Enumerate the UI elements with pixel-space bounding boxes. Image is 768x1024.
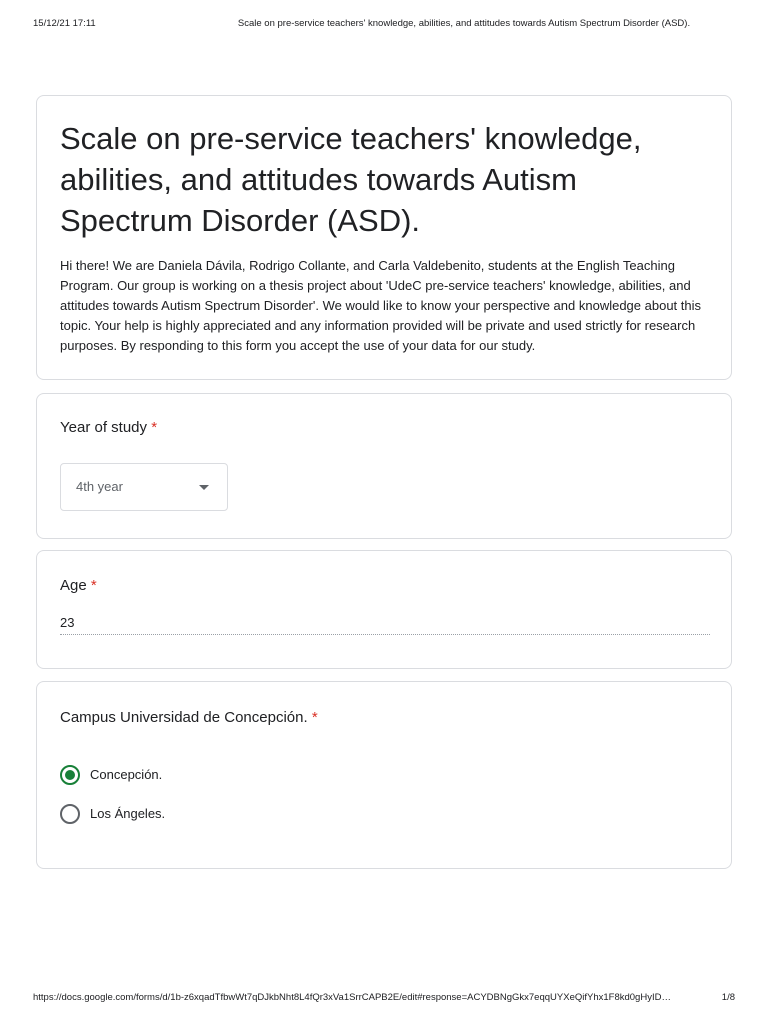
page-number: 1/8 — [721, 992, 735, 1003]
form-title-card — [36, 95, 732, 380]
form-description: Hi there! We are Daniela Dávila, Rodrigo Collante, and Carla Valdebenito, students at the English Teaching Program. Our group is working on a thesis project about 'UdeC pre-service teachers' knowledge, abilities, and attitudes towards Autism Spectrum Disorder'. We would like to know your perspective and knowledge about this topic. Your help is highly appreciated and any information provided will be private and used strictly for research purposes. By responding to this form you accept the use of your data for our study. — [60, 258, 702, 353]
radio-checked-icon[interactable] — [60, 765, 80, 785]
radio-unchecked-icon[interactable] — [60, 804, 80, 824]
question-label-text: Campus Universidad de Concepción. — [60, 709, 308, 726]
print-url: https://docs.google.com/forms/d/1b-z6xqadTfbwWt7qDJkbNht8L4fQr3xVa1SrrCAPB2E/edit#response=ACYDBNgGkx7eqqUYXeQifYhx1F8kd0gHyID… — [33, 992, 671, 1003]
year-of-study-dropdown[interactable] — [60, 463, 228, 511]
required-asterisk: * — [151, 419, 158, 436]
radio-option-label: Concepción. — [90, 767, 163, 782]
print-datetime: 15/12/21 17:11 — [33, 18, 96, 29]
question-label-text: Year of study — [60, 419, 148, 436]
question-age — [36, 550, 732, 669]
caret-down-icon — [199, 485, 209, 490]
radio-option-label: Los Ángeles. — [90, 806, 166, 821]
question-label — [60, 577, 97, 594]
question-campus — [36, 681, 732, 869]
question-year-of-study — [36, 393, 732, 539]
form-title: Scale on pre-service teachers' knowledge, abilities, and attitudes towards Autism Spectrum Disorder (ASD). — [60, 121, 642, 238]
print-footer — [33, 992, 735, 1006]
question-label — [60, 709, 318, 726]
print-document-title: Scale on pre-service teachers' knowledge, abilities, and attitudes towards Autism Spectrum Disorder (ASD). — [237, 18, 691, 29]
dropdown-selected-value: 4th year — [76, 479, 123, 494]
question-label-text: Age — [60, 577, 87, 594]
age-input[interactable]: 23 — [60, 615, 710, 635]
print-header — [33, 18, 735, 32]
required-asterisk: * — [90, 577, 97, 594]
required-asterisk: * — [311, 709, 318, 726]
question-label — [60, 419, 157, 436]
